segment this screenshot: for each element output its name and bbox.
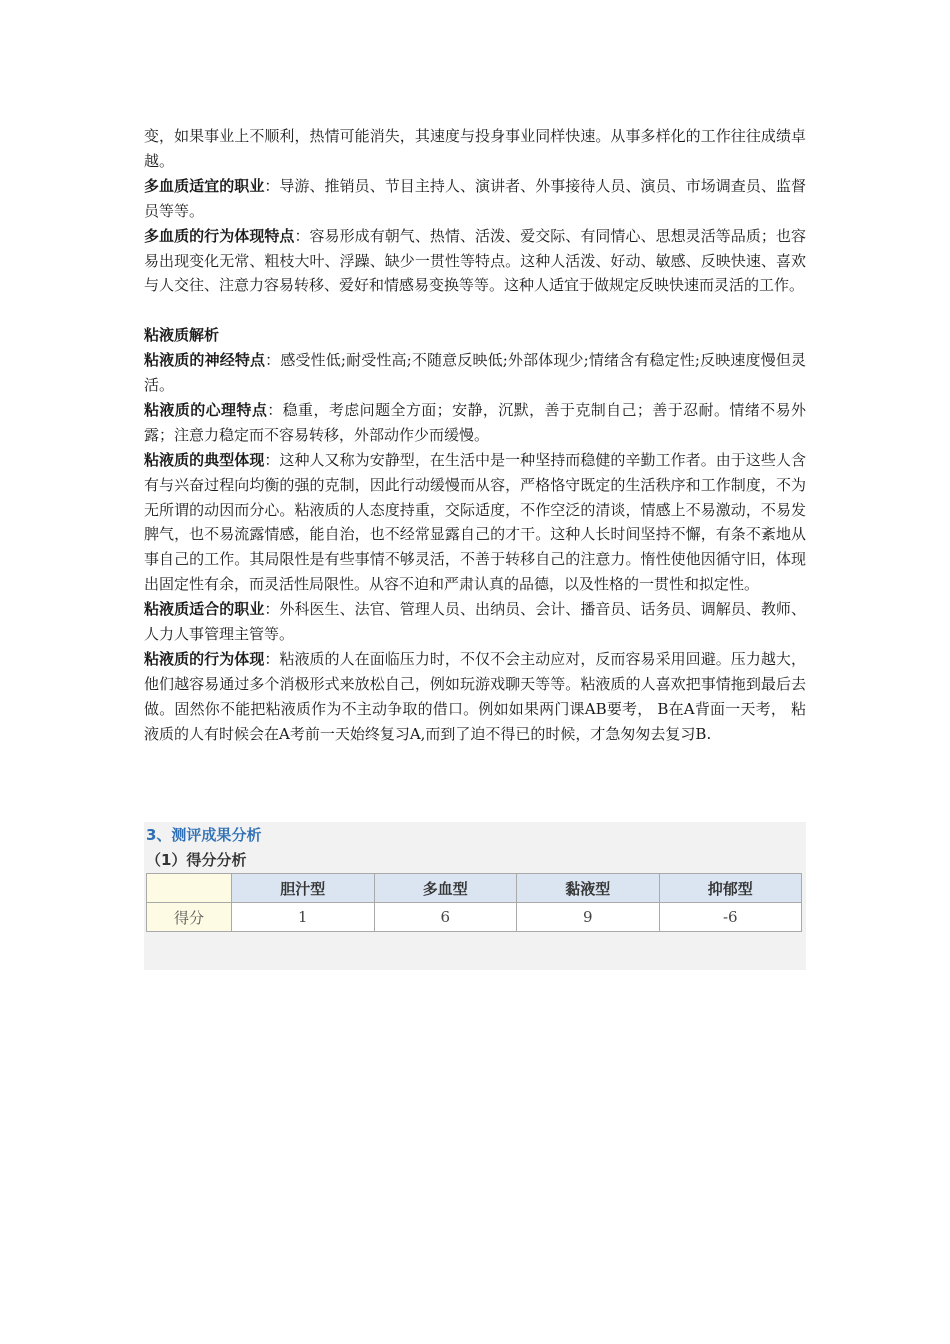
paragraph-phlegmatic-careers xyxy=(144,597,806,647)
paragraph-phlegmatic-typical xyxy=(144,448,806,597)
text-phlegmatic-typical: ：这种人又称为安静型，在生活中是一种坚持而稳健的辛勤工作者。由于这些人含有与兴奋过程向均衡的强的克制，因此行动缓慢而从容，严格恪守既定的生活秩序和工作制度，不为无所谓的动因而分心。粘液质的人态度持重，交际适度，不作空泛的清谈，情感上不易激动，不易发脾气，也不易流露情感，能自治，也不经常显露自己的才干。这种人长时间坚持不懈，有条不紊地从事自己的工作。其局限性是有些事情不够灵活，不善于转移自己的注意力。惰性使他因循守旧，体现出固定性有余，而灵活性局限性。从容不迫和严肃认真的品德，以及性格的一贯性和拟定性。 xyxy=(144,450,806,594)
body-text xyxy=(144,124,806,747)
paragraph-sanguine-behavior xyxy=(144,224,806,299)
label-phlegmatic-nerve: 粘液质的神经特点 xyxy=(144,351,266,370)
header-sanguine: 多血型 xyxy=(374,874,517,903)
score-table-header-row xyxy=(147,874,802,903)
text-phlegmatic-psych: ：稳重，考虑问题全方面；安静，沉默，善于克制自己；善于忍耐。情绪不易外露；注意力稳定而不容易转移，外部动作少而缓慢。 xyxy=(144,400,806,444)
score-table-corner xyxy=(147,874,232,903)
results-title: 3、测评成果分析 xyxy=(146,826,262,844)
text-sanguine-careers: ：导游、推销员、节目主持人、演讲者、外事接待人员、演员、市场调查员、监督员等等。 xyxy=(144,176,806,220)
results-panel xyxy=(144,822,806,970)
label-sanguine-behavior: 多血质的行为体现特点 xyxy=(144,226,295,245)
spacer xyxy=(144,298,806,323)
label-phlegmatic-careers: 粘液质适合的职业 xyxy=(144,600,265,619)
text-phlegmatic-nerve: ：感受性低;耐受性高;不随意反映低;外部体现少;情绪含有稳定性;反映速度慢但灵活。 xyxy=(144,351,806,395)
section-title-phlegmatic: 粘液质解析 xyxy=(144,326,220,345)
results-subtitle: （1）得分分析 xyxy=(146,851,247,869)
score-table xyxy=(146,873,802,932)
paragraph-intro: 变，如果事业上不顺利，热情可能消失，其速度与投身事业同样快速。从事多样化的工作往往成绩卓越。 xyxy=(144,127,806,170)
table-row xyxy=(147,903,802,932)
header-phlegmatic: 黏液型 xyxy=(517,874,660,903)
label-phlegmatic-psych: 粘液质的心理特点 xyxy=(144,400,268,419)
row-label-score: 得分 xyxy=(147,903,232,932)
score-choleric: 1 xyxy=(232,903,375,932)
paragraph-phlegmatic-behavior xyxy=(144,647,806,747)
label-phlegmatic-behavior: 粘液质的行为体现 xyxy=(144,650,265,669)
header-melancholic: 抑郁型 xyxy=(659,874,802,903)
paragraph-phlegmatic-nerve xyxy=(144,348,806,398)
score-phlegmatic: 9 xyxy=(517,903,660,932)
paragraph-phlegmatic-psych xyxy=(144,398,806,448)
text-phlegmatic-careers: ：外科医生、法官、管理人员、出纳员、会计、播音员、话务员、调解员、教师、人力人事管理主管等。 xyxy=(144,600,806,644)
header-choleric: 胆汁型 xyxy=(232,874,375,903)
text-sanguine-behavior: ：容易形成有朝气、热情、活泼、爱交际、有同情心、思想灵活等品质；也容易出现变化无常、粗枝大叶、浮躁、缺少一贯性等特点。这种人活泼、好动、敏感、反映快速、喜欢与人交往、注意力容易转移、爱好和情感易变换等等。这种人适宜于做规定反映快速而灵活的工作。 xyxy=(144,226,806,295)
label-sanguine-careers: 多血质适宜的职业 xyxy=(144,176,265,195)
label-phlegmatic-typical: 粘液质的典型体现 xyxy=(144,450,265,469)
score-sanguine: 6 xyxy=(374,903,517,932)
text-phlegmatic-behavior: ：粘液质的人在面临压力时，不仅不会主动应对，反而容易采用回避。压力越大，他们越容易通过多个消极形式来放松自己，例如玩游戏聊天等等。粘液质的人喜欢把事情拖到最后去做。固然你不能把粘液质作为不主动争取的借口。例如如果两门课AB要考， B在A背面一天考， 粘液质的人有时候会在A考前一天始终复习A,而到了迫不得已的时候，才急匆匆去复习B. xyxy=(144,650,806,743)
paragraph-sanguine-careers xyxy=(144,174,806,224)
score-melancholic: -6 xyxy=(659,903,802,932)
